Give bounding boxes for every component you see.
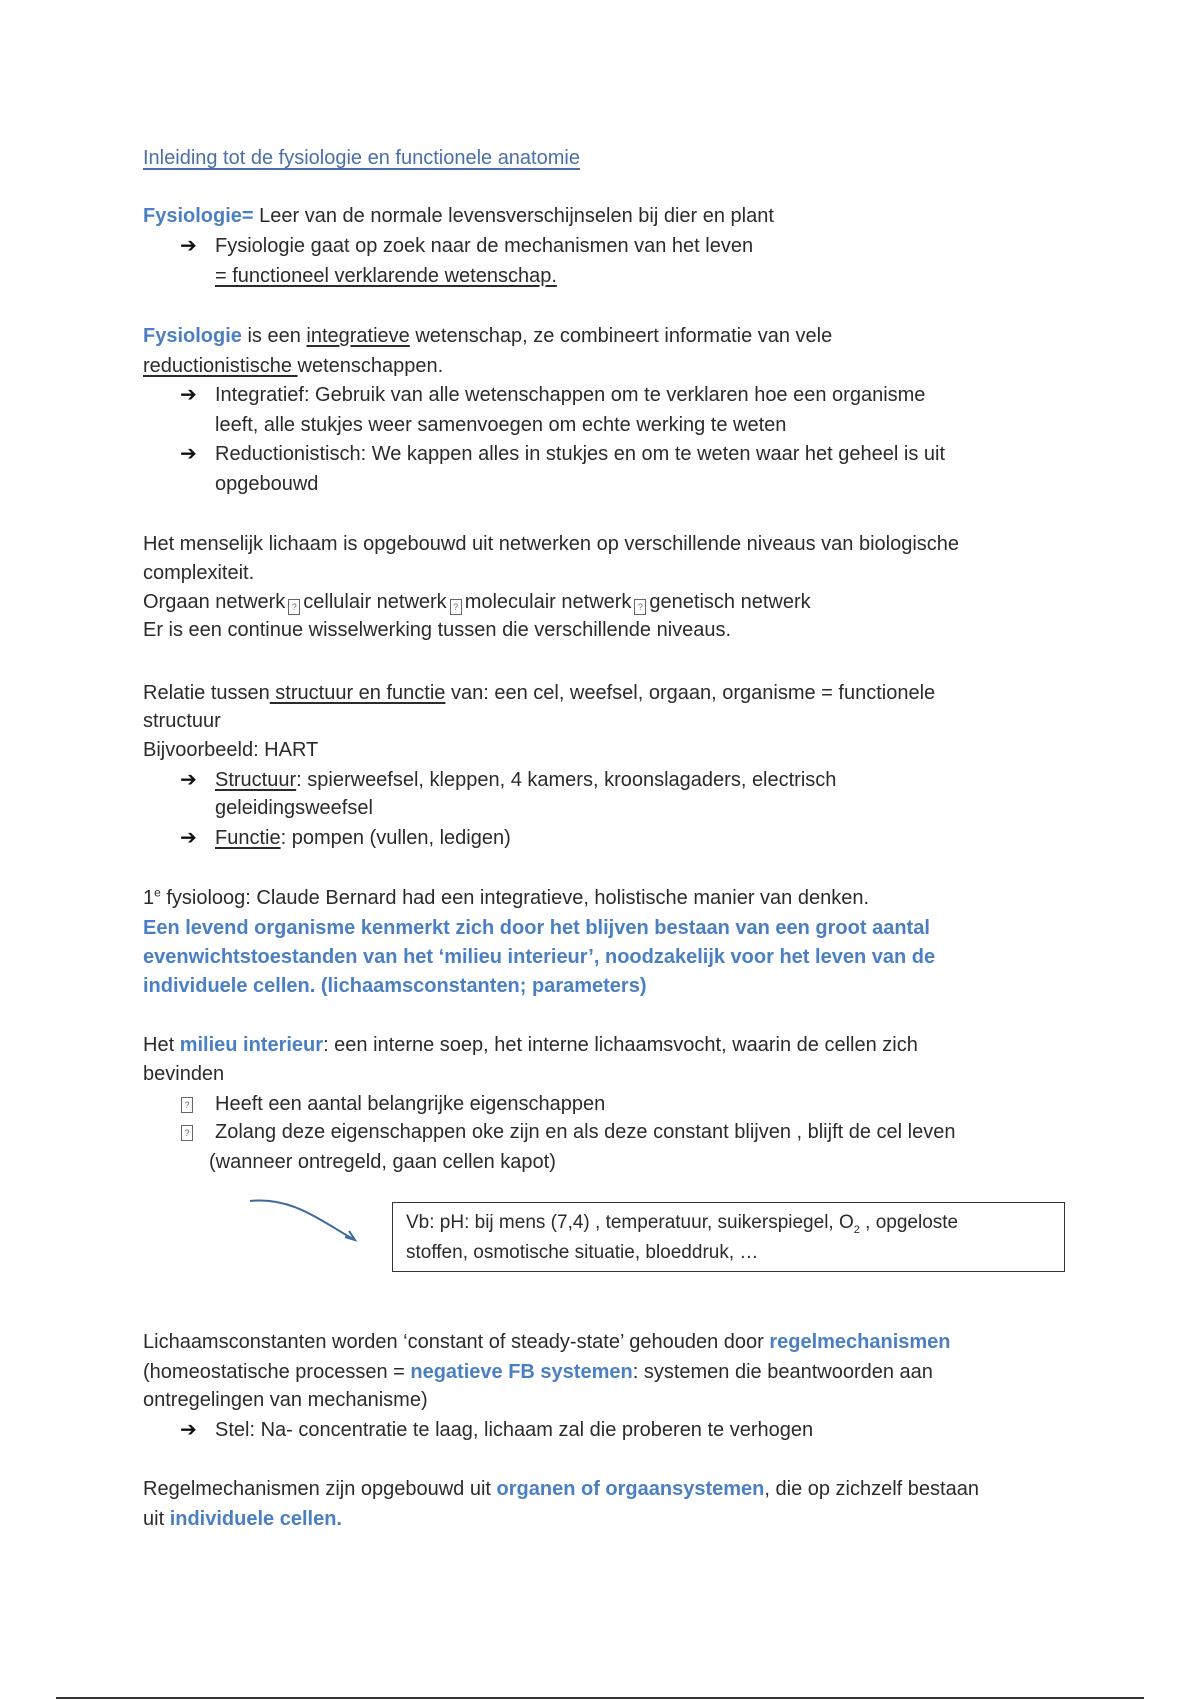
missing-glyph-icon: ? bbox=[634, 599, 646, 615]
ordinal: 1 bbox=[143, 887, 155, 909]
term-individuele-cellen: individuele cellen. bbox=[169, 1508, 342, 1530]
missing-glyph-icon: ? bbox=[181, 1097, 193, 1113]
arrow-icon: ➔ bbox=[180, 443, 197, 465]
text-span: (homeostatische processen = bbox=[143, 1361, 411, 1383]
text-span: van: een cel, weefsel, orgaan, organisme = functionele bbox=[445, 682, 936, 704]
text-span: Relatie tussen bbox=[143, 682, 270, 704]
milieu-line-2: bevinden bbox=[143, 1063, 225, 1085]
term-negatieve-fb: negatieve FB systemen bbox=[410, 1361, 633, 1383]
integratief-bullet-cont: leeft, alle stukjes weer samenvoegen om echte werking te weten bbox=[215, 414, 787, 436]
arrow-icon: ➔ bbox=[180, 827, 197, 849]
text-span: Vb: pH: bij mens (7,4) , temperatuur, suikerspiegel, O bbox=[406, 1212, 854, 1233]
milieu-bullet-2-cont: (wanneer ontregeld, gaan cellen kapot) bbox=[209, 1151, 556, 1173]
text-span: uit bbox=[143, 1508, 170, 1530]
bernard-line bbox=[143, 884, 869, 912]
integratief-bullet: Integratief: Gebruik van alle wetenschappen om te verklaren hoe een organisme bbox=[215, 384, 926, 406]
underlined-structuur-functie: structuur en functie bbox=[269, 682, 446, 704]
regel-line-2 bbox=[143, 1358, 933, 1386]
term-organen: organen of orgaansystemen bbox=[496, 1478, 765, 1500]
example-box bbox=[392, 1202, 1065, 1272]
organen-line-2 bbox=[143, 1505, 342, 1533]
structure-label: Structuur bbox=[215, 769, 297, 791]
structure-text: : spierweefsel, kleppen, 4 kamers, kroonslagaders, electrisch bbox=[296, 769, 837, 791]
milieu-line bbox=[143, 1031, 918, 1059]
term-fysiologie-2: Fysiologie bbox=[143, 325, 242, 347]
structure-bullet-cont: geleidingsweefsel bbox=[215, 797, 373, 819]
milieu-bullet-1: Heeft een aantal belangrijke eigenschappen bbox=[215, 1093, 606, 1115]
term-milieu-interieur: milieu interieur bbox=[179, 1034, 324, 1056]
organen-line-1 bbox=[143, 1475, 979, 1503]
curved-arrow-icon bbox=[245, 1195, 365, 1245]
text-span: , opgeloste bbox=[859, 1212, 959, 1233]
text-span: wetenschap, ze combineert informatie van vele bbox=[409, 325, 833, 347]
definition-text: Leer van de normale levensverschijnselen bij dier en plant bbox=[253, 205, 774, 227]
text-span: , die op zichzelf bestaan bbox=[764, 1478, 979, 1500]
bernard-quote-2: evenwichtstoestanden van het ‘milieu interieur’, noodzakelijk voor het leven van de bbox=[143, 946, 936, 968]
arrow-icon: ➔ bbox=[180, 235, 197, 257]
definition-bullet-cont: = functioneel verklarende wetenschap. bbox=[215, 265, 557, 287]
arrow-icon: ➔ bbox=[180, 1419, 197, 1441]
function-bullet bbox=[215, 824, 511, 852]
bernard-text: fysioloog: Claude Bernard had een integratieve, holistische manier van denken. bbox=[160, 887, 870, 909]
reductionistisch-bullet: Reductionistisch: We kappen alles in stukjes en om te weten waar het geheel is uit bbox=[215, 443, 946, 465]
regel-line-3: ontregelingen van mechanisme) bbox=[143, 1389, 428, 1411]
example-box-line-2: stoffen, osmotische situatie, bloeddruk, … bbox=[406, 1242, 759, 1263]
integrative-line bbox=[143, 322, 832, 350]
missing-glyph-icon: ? bbox=[450, 599, 462, 615]
network-molecular: moleculair netwerk bbox=[464, 591, 632, 613]
missing-glyph-icon: ? bbox=[288, 599, 300, 615]
ordinal-sup: e bbox=[154, 885, 161, 900]
arrow-icon: ➔ bbox=[180, 384, 197, 406]
network-line-4: Er is een continue wisselwerking tussen die verschillende niveaus. bbox=[143, 619, 732, 641]
bernard-quote-3: individuele cellen. (lichaamsconstanten; parameters) bbox=[143, 975, 647, 997]
network-genetic: genetisch netwerk bbox=[649, 591, 811, 613]
underlined-integratieve: integratieve bbox=[306, 325, 410, 347]
text-span: is een bbox=[241, 325, 307, 347]
example-heart: Bijvoorbeeld: HART bbox=[143, 739, 319, 761]
relation-line-2: structuur bbox=[143, 710, 221, 732]
term-regelmechanismen: regelmechanismen bbox=[769, 1331, 951, 1353]
text-span: Het bbox=[143, 1034, 180, 1056]
missing-glyph-icon: ? bbox=[181, 1125, 193, 1141]
definition-bullet: Fysiologie gaat op zoek naar de mechanismen van het leven bbox=[215, 235, 754, 257]
page-title: Inleiding tot de fysiologie en functionele anatomie bbox=[143, 147, 580, 169]
network-line-2: complexiteit. bbox=[143, 562, 255, 584]
term-fysiologie: Fysiologie= bbox=[143, 205, 254, 227]
regel-bullet: Stel: Na- concentratie te laag, lichaam zal die proberen te verhogen bbox=[215, 1419, 814, 1441]
reductionistisch-bullet-cont: opgebouwd bbox=[215, 473, 319, 495]
definition-line bbox=[143, 202, 774, 230]
text-span: Regelmechanismen zijn opgebouwd uit bbox=[143, 1478, 497, 1500]
integrative-line-2 bbox=[143, 352, 443, 380]
network-chain bbox=[143, 588, 811, 616]
example-box-line-1 bbox=[406, 1209, 958, 1237]
subscript: 2 bbox=[853, 1223, 860, 1236]
structure-bullet bbox=[215, 766, 836, 794]
function-label: Functie bbox=[215, 827, 281, 849]
underlined-reductionistische: reductionistische bbox=[143, 355, 298, 377]
network-cell: cellulair netwerk bbox=[303, 591, 447, 613]
network-line-1: Het menselijk lichaam is opgebouwd uit netwerken op verschillende niveaus van biologische bbox=[143, 533, 960, 555]
network-organ: Orgaan netwerk bbox=[143, 591, 286, 613]
milieu-bullet-2: Zolang deze eigenschappen oke zijn en als deze constant blijven , blijft de cel leven bbox=[215, 1121, 956, 1143]
arrow-icon: ➔ bbox=[180, 769, 197, 791]
regel-line-1 bbox=[143, 1328, 951, 1356]
relation-line bbox=[143, 679, 935, 707]
text-span: Lichaamsconstanten worden ‘constant of steady-state’ gehouden door bbox=[143, 1331, 770, 1353]
text-span: wetenschappen. bbox=[297, 355, 444, 377]
text-span: : een interne soep, het interne lichaamsvocht, waarin de cellen zich bbox=[323, 1034, 918, 1056]
bernard-quote-1: Een levend organisme kenmerkt zich door het blijven bestaan van een groot aantal bbox=[143, 917, 930, 939]
text-span: : systemen die beantwoorden aan bbox=[632, 1361, 933, 1383]
bottom-divider bbox=[56, 1697, 1144, 1699]
function-text: : pompen (vullen, ledigen) bbox=[280, 827, 511, 849]
